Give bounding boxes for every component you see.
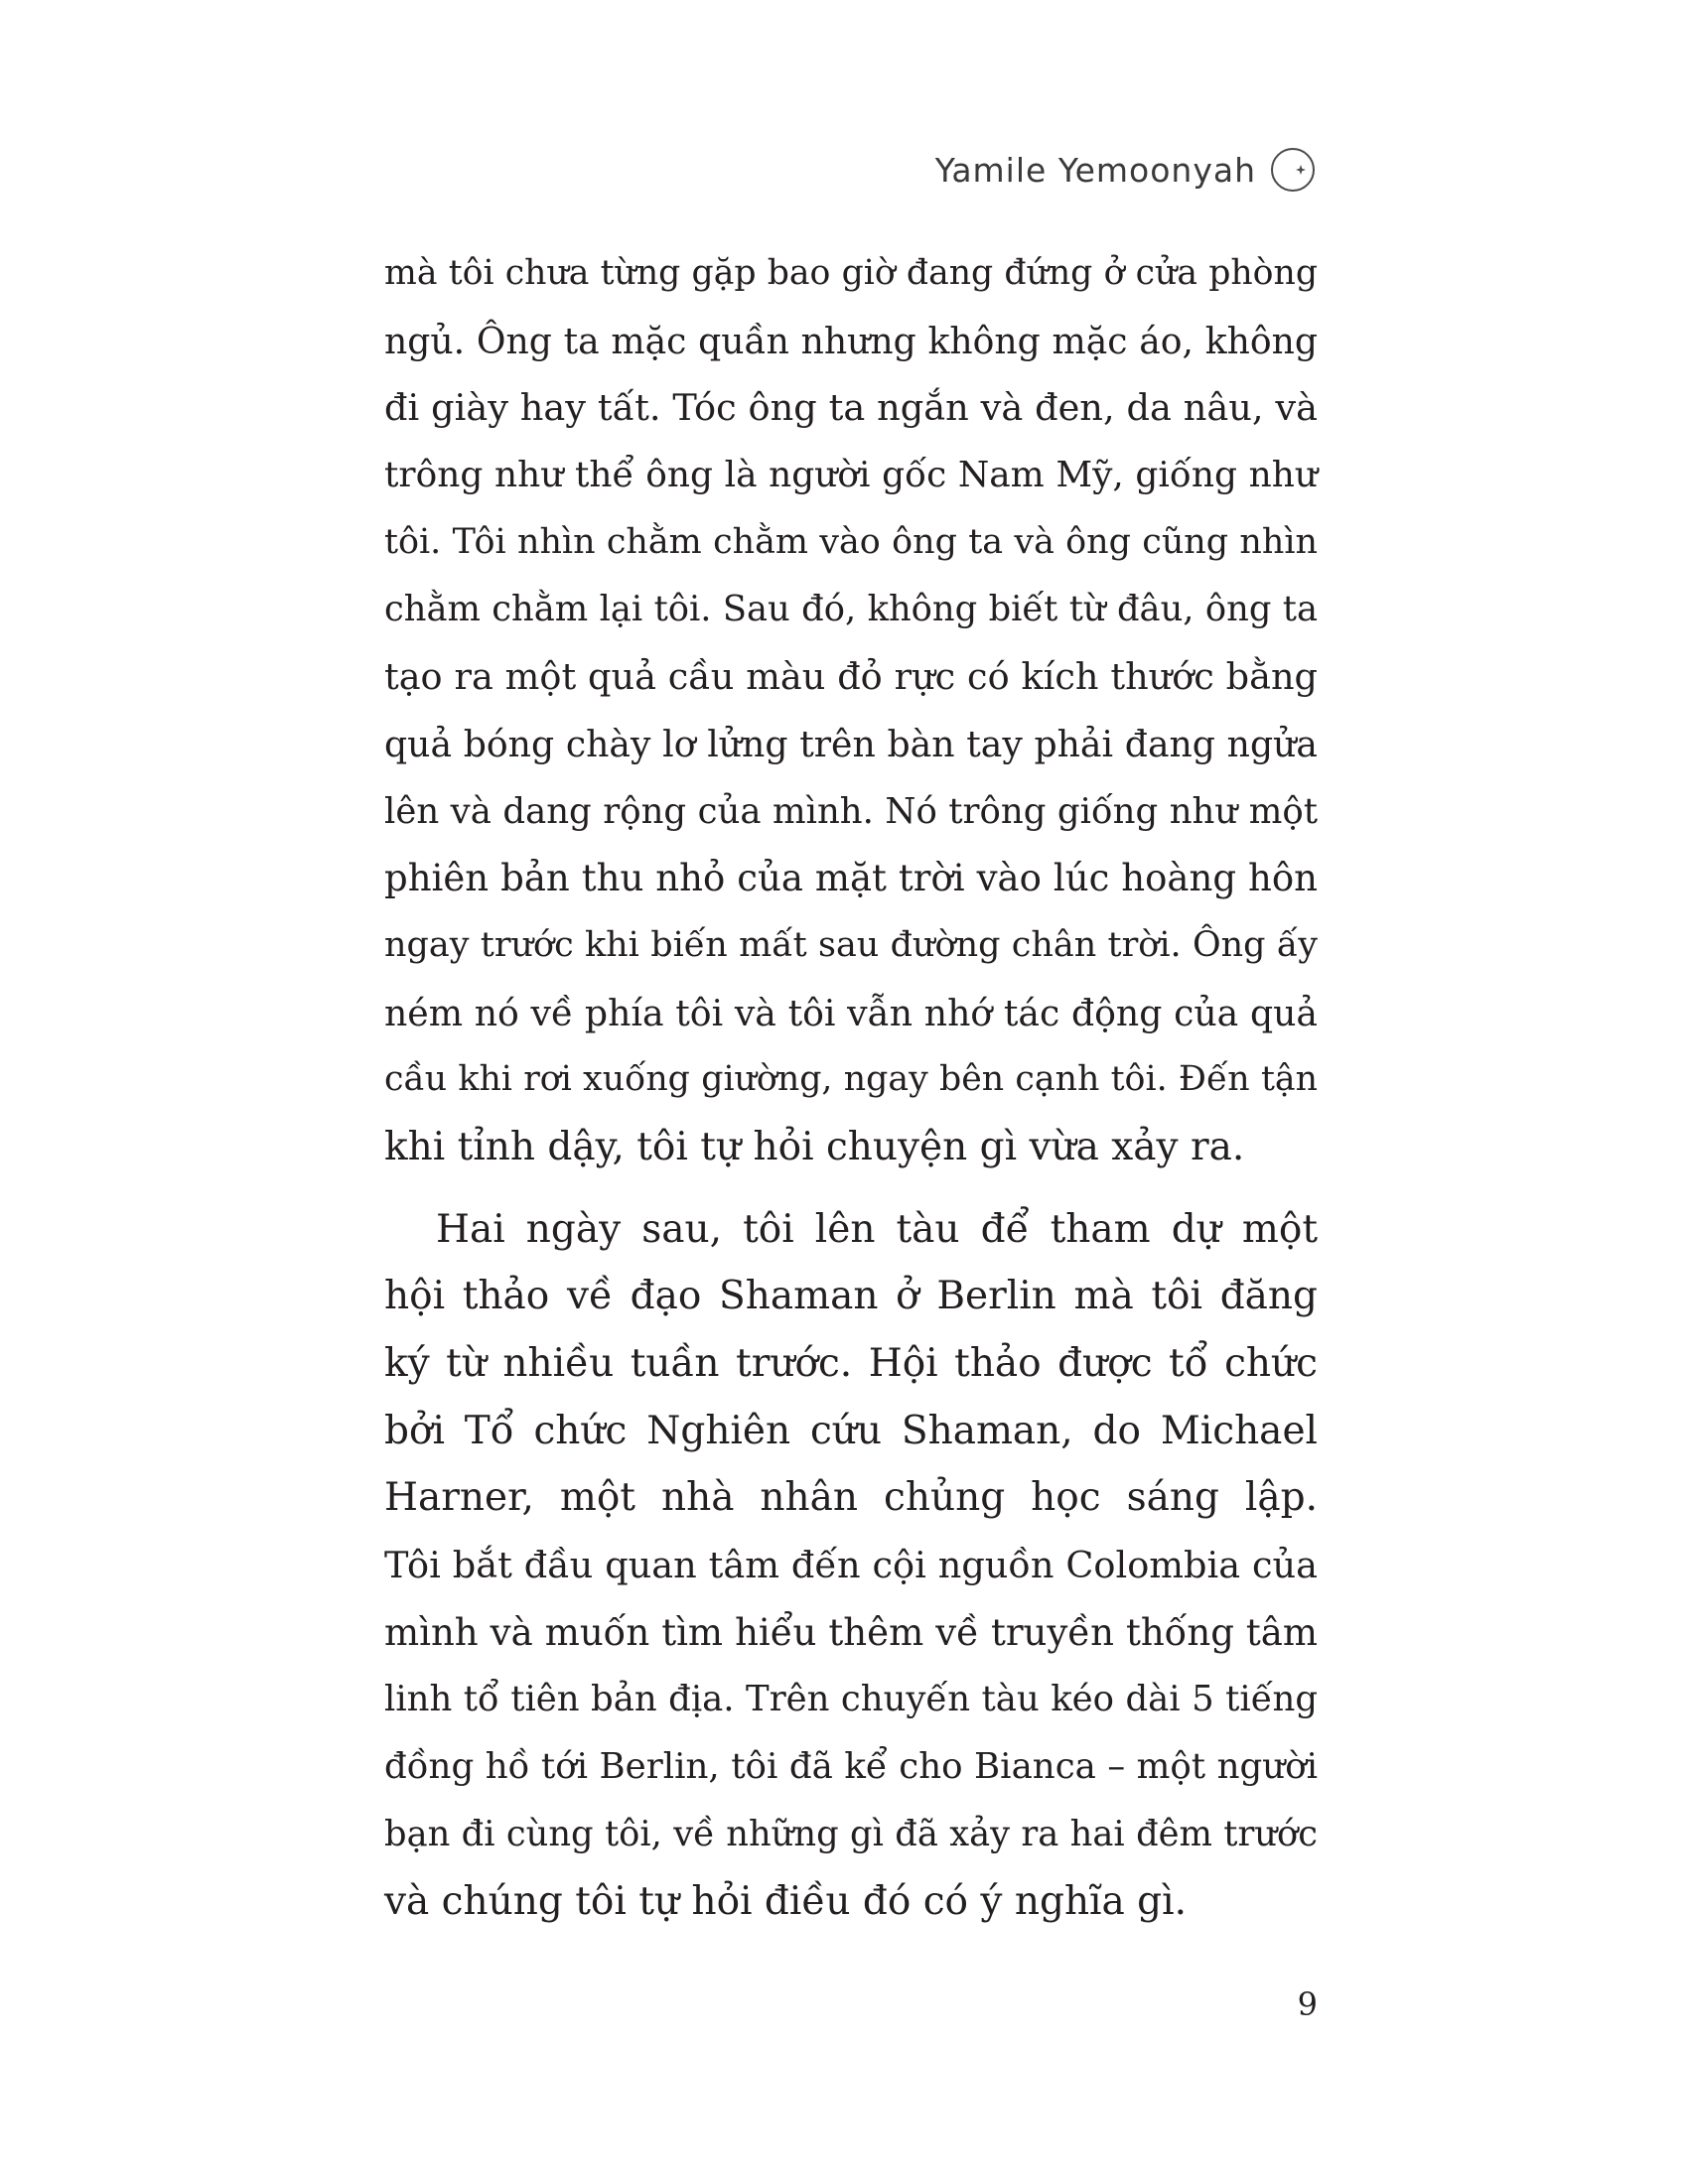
body-text [384, 240, 1318, 1935]
text-line: lên và dang rộng của mình. Nó trông giống như một [384, 790, 1318, 832]
text-line: Hai ngày sau, tôi lên tàu để tham dự một [436, 1206, 1318, 1252]
text-line: tôi. Tôi nhìn chằm chằm vào ông ta và ông cũng nhìn [384, 521, 1318, 562]
paragraph-1 [384, 240, 1318, 1181]
page-number: 9 [1297, 1985, 1318, 2023]
text-line: ném nó về phía tôi và tôi vẫn nhớ tác động của quả [384, 991, 1318, 1034]
text-line: tạo ra một quả cầu màu đỏ rực có kích thước bằng [384, 655, 1318, 699]
text-line: bởi Tổ chức Nghiên cứu Shaman, do Michael [384, 1408, 1318, 1453]
text-line: và chúng tôi tự hỏi điều đó có ý nghĩa gì. [384, 1878, 1188, 1924]
text-line: hội thảo về đạo Shaman ở Berlin mà tôi đăng [384, 1274, 1318, 1319]
text-line: cầu khi rơi xuống giường, ngay bên cạnh tôi. Đến tận [384, 1059, 1318, 1100]
text-line: trông như thể ông là người gốc Nam Mỹ, giống như [384, 455, 1318, 496]
text-line: ngủ. Ông ta mặc quần nhưng không mặc áo, không [384, 319, 1318, 362]
text-line: đi giày hay tất. Tóc ông ta ngắn và đen, da nâu, và [384, 386, 1318, 430]
text-line: quả bóng chày lơ lửng trên bàn tay phải đang ngửa [384, 722, 1318, 765]
text-line: Harner, một nhà nhân chủng học sáng lập. [384, 1475, 1318, 1521]
text-line: ngay trước khi biến mất sau đường chân trời. Ông ấy [384, 924, 1318, 965]
text-line: bạn đi cùng tôi, về những gì đã xảy ra hai đêm trước [384, 1813, 1318, 1854]
text-line: khi tỉnh dậy, tôi tự hỏi chuyện gì vừa xảy ra. [384, 1124, 1245, 1169]
text-line: linh tổ tiên bản địa. Trên chuyến tàu kéo dài 5 tiếng [384, 1679, 1318, 1720]
text-line: ký từ nhiều tuần trước. Hội thảo được tổ chức [384, 1341, 1318, 1386]
text-line: phiên bản thu nhỏ của mặt trời vào lúc hoàng hôn [384, 857, 1318, 900]
text-line: đồng hồ tới Berlin, tôi đã kể cho Bianca – một người [384, 1746, 1318, 1788]
text-line: chằm chằm lại tôi. Sau đó, không biết từ đâu, ông ta [384, 589, 1318, 630]
paragraph-2 [384, 1196, 1318, 1936]
text-line: Tôi bắt đầu quan tâm đến cội nguồn Colombia của [384, 1544, 1318, 1587]
text-line: mà tôi chưa từng gặp bao giờ đang đứng ở cửa phòng [384, 253, 1318, 293]
header-author-name: Yamile Yemoonyah [934, 150, 1256, 190]
text-line: mình và muốn tìm hiểu thêm về truyền thống tâm [384, 1610, 1318, 1654]
running-header [894, 144, 1316, 196]
crescent-moon-star-icon [1270, 147, 1316, 193]
